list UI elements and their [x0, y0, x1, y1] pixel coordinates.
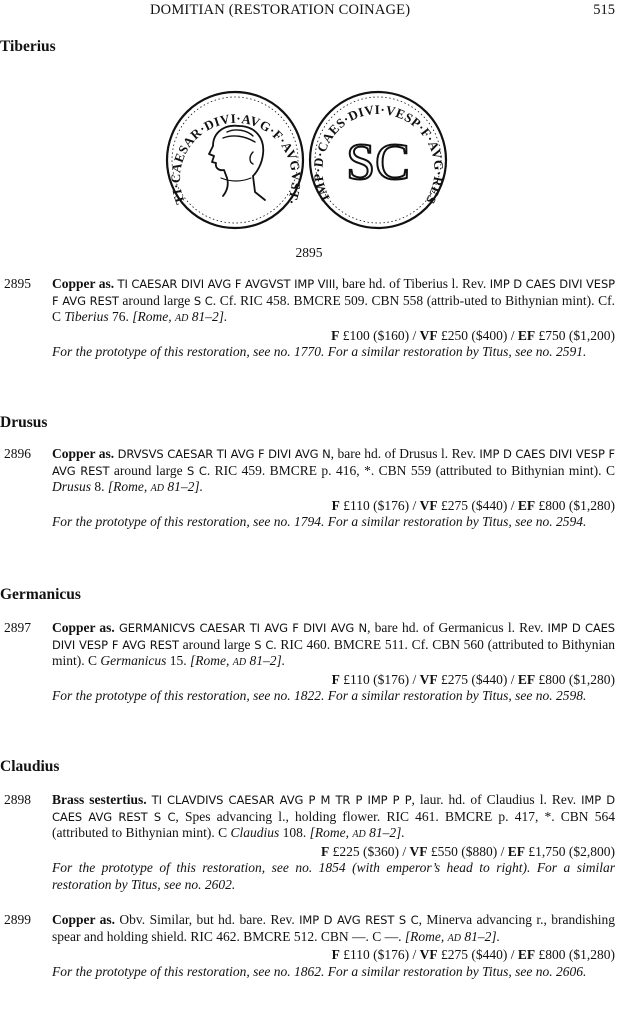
denomination: Copper as. [52, 620, 115, 635]
description-text: around large [109, 462, 188, 478]
description-text: , bare hd. of Tiberius l. Rev. [335, 276, 490, 291]
description-text: Obv. Similar, but hd. bare. Rev. [115, 912, 300, 927]
cohen-number: 76. [108, 309, 133, 324]
section-title-tiberius: Tiberius [0, 38, 56, 55]
denomination: Copper as. [52, 912, 116, 927]
obverse-legend: TI CAESAR DIVI AVG F AVGVST IMP VIII [117, 277, 336, 291]
running-header [0, 0, 618, 22]
cohen-reference: Tiberius [64, 309, 109, 324]
prototype-note: For the prototype of this restoration, see no. 1862. For a similar restoration by Titus, see no. 2606. [52, 963, 587, 979]
prototype-note: For the prototype of this restoration, see no. 1794. For a similar restoration by Titus, see no. 2594. [52, 514, 587, 529]
price-ef: £800 ($1,280) [535, 497, 615, 513]
mint-date [108, 479, 203, 494]
price-line [52, 947, 615, 964]
price-f: £110 ($176) / [339, 671, 420, 687]
obverse-legend-text: TI·CAESAR·DIVI·AVG·F·AVGVST· [167, 110, 305, 208]
price-ef: £800 ($1,280) [535, 947, 615, 962]
denomination: Copper as. [52, 276, 115, 291]
cohen-reference: Germanicus [100, 653, 167, 668]
grade-vf: VF [409, 843, 428, 859]
grade-vf: VF [419, 497, 438, 513]
coin-illustration [165, 90, 455, 230]
entry-body [52, 912, 615, 980]
page-number: 515 [593, 2, 615, 18]
entry-body [52, 792, 615, 893]
price-line [52, 328, 615, 345]
prototype-note: For the prototype of this restoration, see no. 1854 (with emperor’s head to right). For a similar restoration by Titus, see no. 2602. [52, 860, 615, 892]
reverse-legend: IMP D CAES DIVI VESP F AVG REST [52, 447, 615, 478]
date-text: [Rome, [132, 309, 176, 324]
cohen-number: 15. [166, 653, 191, 668]
reverse-legend: IMP D CAES DIVI VESP F AVG REST [52, 621, 616, 652]
description-text: , bare hd. of Germanicus l. Rev. [367, 620, 548, 635]
entry-number: 2898 [4, 792, 31, 807]
price-vf: £275 ($440) / [437, 671, 518, 687]
grade-ef: EF [517, 327, 536, 343]
grade-ef: EF [517, 497, 536, 513]
entry-description [52, 792, 615, 844]
entry-body [52, 446, 615, 531]
cohen-reference: Drusus [52, 479, 92, 494]
entry-number: 2899 [4, 912, 31, 927]
reverse-legend: IMP D CAES AVG REST S C [52, 793, 615, 824]
obverse-legend: GERMANICVS CAESAR TI AVG F DIVI AVG N [118, 621, 368, 635]
grade-vf: VF [419, 947, 438, 962]
description-text: . Cf. RIC 458. BMCRE 509. CBN 558 (attrib-uted to Bithynian mint). Cf. C [52, 292, 616, 324]
reverse-sc-mark: SC [346, 134, 410, 191]
denomination: Copper as. [52, 446, 115, 461]
mint-date [132, 309, 227, 324]
reverse-legend-text: IMP·D·CAES·DIVI·VESP·F·AVG·RES [310, 101, 447, 207]
era-mark: AD [352, 829, 366, 840]
entry-body [52, 276, 615, 361]
description-text: , Spes advancing l., holding flower. RIC 461. BMCRE p. 417, *. CBN 564 (attributed to Bithynian mint). C [52, 808, 615, 840]
running-title: DOMITIAN (RESTORATION COINAGE) [150, 2, 411, 18]
entry-description [52, 912, 615, 947]
cohen-reference: Claudius [230, 825, 280, 840]
price-ef: £800 ($1,280) [535, 671, 615, 687]
date-text: 81–2]. [365, 825, 405, 840]
entry-description [52, 446, 615, 498]
grade-f: F [331, 327, 340, 343]
date-text: 81–2]. [188, 309, 228, 324]
mint-date [190, 653, 285, 668]
section-title-drusus: Drusus [0, 414, 48, 431]
mint-date [310, 825, 405, 840]
cohen-number: 108. [279, 825, 310, 840]
entry-description [52, 620, 615, 672]
price-line [52, 844, 615, 861]
entry-body [52, 620, 615, 705]
price-vf: £250 ($400) / [437, 327, 518, 343]
grade-f: F [320, 843, 330, 859]
price-f: £110 ($176) / [339, 947, 420, 962]
description-text: . RIC 460. BMCRE 511. Cf. CBN 560 (attributed to Bithynian mint). C [52, 636, 615, 668]
prototype-note: For the prototype of this restoration, see no. 1770. For a similar restoration by Titus, see no. 2591. [52, 344, 587, 359]
description-text: around large [118, 292, 194, 308]
date-text: 81–2]. [460, 928, 500, 944]
description-text: . RIC 459. BMCRE p. 416, *. CBN 559 (attributed to Bithynian mint). C [206, 462, 615, 478]
sc-legend: S C [187, 463, 207, 478]
entry-number: 2896 [4, 446, 31, 461]
coin-svg [165, 90, 455, 230]
date-text: [Rome, [309, 825, 353, 840]
reverse-legend: IMP D AVG REST S C [299, 913, 419, 927]
grade-f: F [331, 947, 340, 962]
coin-obverse [165, 90, 304, 228]
obverse-legend: TI CLAVDIVS CAESAR AVG P M TR P IMP P P [151, 793, 412, 807]
entry-number: 2895 [4, 276, 31, 291]
grade-ef: EF [517, 671, 536, 687]
section-title-claudius: Claudius [0, 758, 60, 775]
description-text: around large [178, 636, 255, 652]
price-vf: £550 ($880) / [427, 843, 508, 859]
grade-ef: EF [517, 947, 536, 962]
grade-vf: VF [419, 671, 438, 687]
obverse-legend: DRVSVS CAESAR TI AVG F DIVI AVG N [117, 447, 331, 461]
price-f: £225 ($360) / [329, 843, 410, 859]
era-mark: AD [447, 932, 461, 944]
entry-description [52, 276, 615, 328]
description-text: , Minerva advancing r., brandishing spear and holding shield. RIC 462. BMCRE 512. CBN —. C —. [52, 912, 615, 944]
grade-f: F [331, 497, 340, 513]
sc-legend: S C [254, 637, 274, 652]
prototype-note: For the prototype of this restoration, see no. 1822. For a similar restoration by Titus, see no. 2598. [52, 688, 587, 703]
mint-date [405, 929, 500, 944]
entry-number: 2897 [4, 620, 31, 635]
price-f: £110 ($176) / [339, 497, 420, 513]
description-text: , laur. hd. of Claudius l. Rev. [411, 792, 582, 807]
price-line [52, 672, 615, 689]
era-mark: AD [175, 313, 189, 324]
era-mark: AD [150, 483, 164, 494]
date-text: [Rome, [190, 653, 233, 668]
date-text: 81–2]. [246, 653, 286, 668]
sc-legend: S C [193, 293, 213, 308]
figure-caption: 2895 [295, 245, 323, 260]
era-mark: AD [232, 657, 247, 668]
price-f: £100 ($160) / [339, 327, 420, 343]
description-text: , bare hd. of Drusus l. Rev. [330, 446, 480, 461]
date-text: 81–2]. [163, 479, 203, 494]
section-title-germanicus: Germanicus [0, 586, 81, 603]
grade-ef: EF [507, 843, 525, 859]
date-text: [Rome, [404, 928, 448, 944]
grade-f: F [331, 671, 340, 687]
reverse-legend: IMP D CAES DIVI VESP F AVG REST [52, 277, 615, 308]
price-ef: £1,750 ($2,800) [525, 843, 615, 859]
cohen-number: 8. [91, 479, 108, 494]
price-line [52, 498, 615, 515]
price-ef: £750 ($1,200) [535, 327, 615, 343]
price-vf: £275 ($440) / [437, 947, 518, 962]
denomination: Brass sestertius. [52, 792, 147, 807]
grade-vf: VF [419, 327, 438, 343]
date-text: [Rome, [107, 479, 151, 494]
price-vf: £275 ($440) / [437, 497, 518, 513]
